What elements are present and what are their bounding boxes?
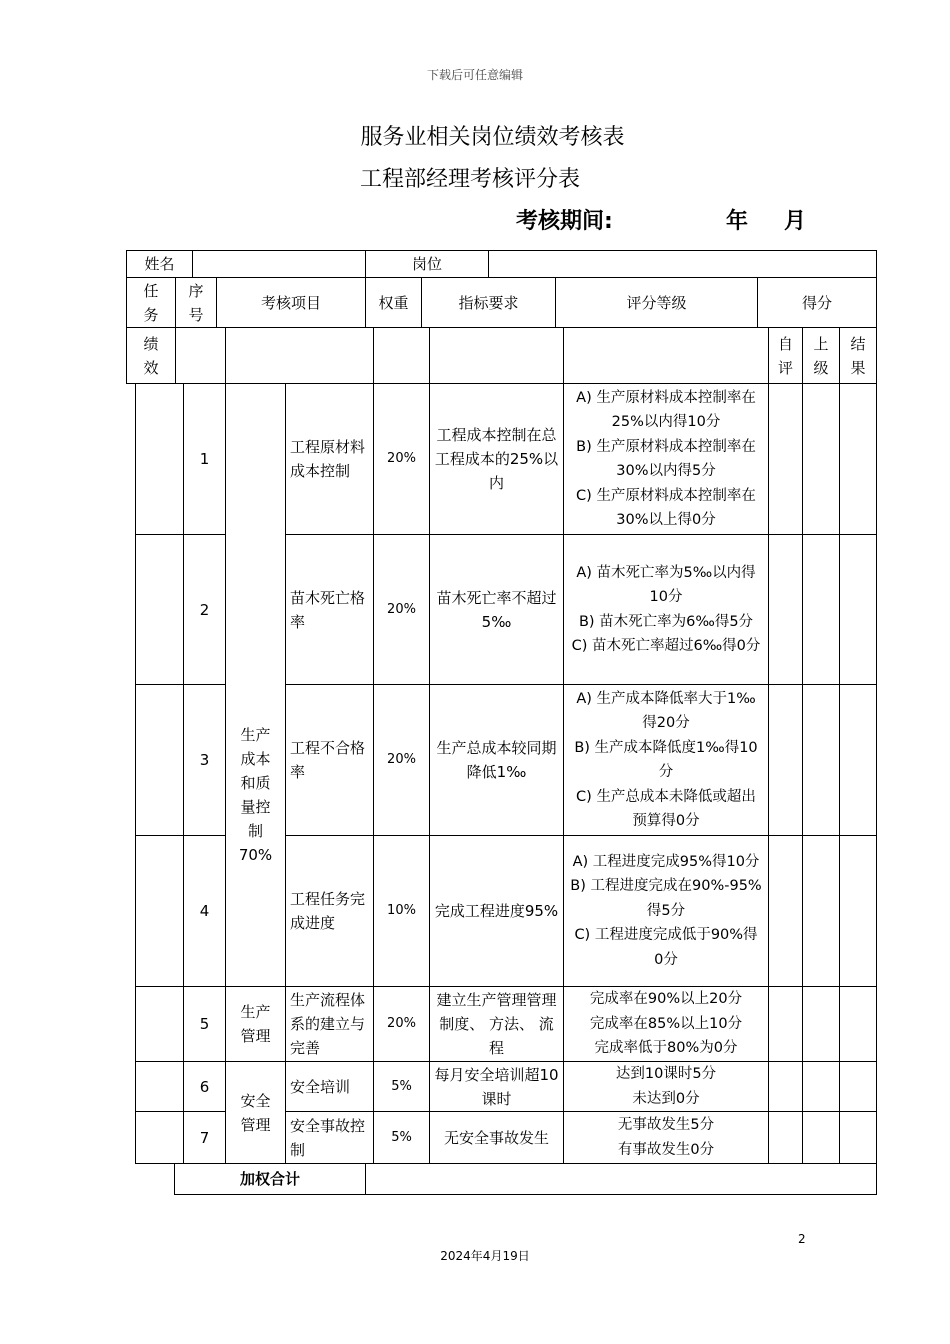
col-weight: 权重	[365, 277, 422, 328]
row-2-grade	[563, 534, 769, 685]
row-7-grade	[563, 1111, 769, 1164]
subhdr-item	[225, 327, 374, 384]
row-3-no: 3	[183, 684, 226, 836]
grade-line: 完成率在90%以上20分	[589, 991, 743, 1008]
row-1-indicator: 工程成本控制在总工程成本的25%以内	[429, 383, 564, 535]
grade-line: C) 生产原材料成本控制率在30%以上得0分	[576, 487, 756, 528]
row-4-result[interactable]	[839, 835, 877, 987]
row-3-grade	[563, 684, 769, 836]
row-2-item: 苗木死亡格率	[285, 534, 374, 685]
grade-line: B) 生产原材料成本控制率在30%以内得5分	[576, 438, 756, 479]
grade-line: C) 工程进度完成低于90%得0分	[574, 927, 758, 968]
row-3-weight: 20%	[373, 684, 430, 836]
row-4-self[interactable]	[768, 835, 803, 987]
row-1-result[interactable]	[839, 383, 877, 535]
grade-line: 完成率在85%以上10分	[589, 1015, 743, 1032]
col-result: 结果	[839, 327, 877, 384]
row-5-result[interactable]	[839, 986, 877, 1062]
row-7-self[interactable]	[768, 1111, 803, 1164]
row-1-weight: 20%	[373, 383, 430, 535]
grade-line: 未达到0分	[632, 1090, 700, 1107]
row-5-weight: 20%	[373, 986, 430, 1062]
row-3-superior[interactable]	[802, 684, 840, 836]
row-2-superior[interactable]	[802, 534, 840, 685]
row-4-weight: 10%	[373, 835, 430, 987]
row-4-superior[interactable]	[802, 835, 840, 987]
col-superior: 上级	[802, 327, 840, 384]
header-note: 下载后可任意编辑	[426, 68, 523, 82]
page-subtitle: 工程部经理考核评分表	[360, 167, 581, 192]
row-5-superior[interactable]	[802, 986, 840, 1062]
row-6-weight: 5%	[373, 1061, 430, 1112]
group-production-management: 生产管理	[225, 986, 286, 1062]
row-7-item: 安全事故控制	[285, 1111, 374, 1164]
grade-line: B) 工程进度完成在90%-95%得5分	[570, 878, 762, 919]
period-month: 月	[784, 209, 807, 234]
grade-line: C) 苗木死亡率超过6‰得0分	[571, 638, 761, 654]
total-value[interactable]	[365, 1163, 877, 1195]
row-4-grade	[563, 835, 769, 987]
row-2-weight: 20%	[373, 534, 430, 685]
row-2-blank	[135, 534, 184, 685]
row-1-self[interactable]	[768, 383, 803, 535]
grade-line: A) 苗木死亡率为5‰以内得10分	[576, 564, 756, 605]
row-1-grade	[563, 383, 769, 535]
col-score: 得分	[757, 277, 877, 328]
row-5-grade	[563, 986, 769, 1062]
row-1-item: 工程原材料成本控制	[285, 383, 374, 535]
group-safety-management: 安全管理	[225, 1061, 286, 1164]
grade-line: B) 苗木死亡率为6‰得5分	[578, 613, 754, 630]
perf-label: 绩效	[126, 327, 176, 384]
grade-line: C) 生产总成本未降低或超出预算得0分	[576, 788, 756, 829]
row-4-no: 4	[183, 835, 226, 987]
row-5-self[interactable]	[768, 986, 803, 1062]
row-7-result[interactable]	[839, 1111, 877, 1164]
row-5-no: 5	[183, 986, 226, 1062]
subhdr-weight	[373, 327, 430, 384]
row-6-blank	[135, 1061, 184, 1112]
col-no: 序号	[175, 277, 217, 328]
row-4-item: 工程任务完成进度	[285, 835, 374, 987]
col-grade: 评分等级	[555, 277, 758, 328]
grade-line: 完成率低于80%为0分	[594, 1040, 738, 1057]
row-7-indicator: 无安全事故发生	[429, 1111, 564, 1164]
row-4-indicator: 完成工程进度95%	[429, 835, 564, 987]
col-self: 自评	[768, 327, 803, 384]
subhdr-grade	[563, 327, 769, 384]
row-3-result[interactable]	[839, 684, 877, 836]
row-6-no: 6	[183, 1061, 226, 1112]
grade-line: A) 生产成本降低率大于1‰得20分	[576, 690, 756, 731]
page-number: 2	[798, 1232, 806, 1246]
row-6-grade	[563, 1061, 769, 1112]
post-label: 岗位	[365, 250, 489, 278]
post-field[interactable]	[488, 250, 877, 278]
row-3-blank	[135, 684, 184, 836]
footer-date: 2024年4月19日	[440, 1249, 530, 1263]
total-label: 加权合计	[174, 1163, 366, 1195]
grade-line: A) 工程进度完成95%得10分	[572, 853, 760, 870]
row-5-item: 生产流程体系的建立与完善	[285, 986, 374, 1062]
row-3-item: 工程不合格率	[285, 684, 374, 836]
row-5-indicator: 建立生产管理管理制度、 方法、 流程	[429, 986, 564, 1062]
subhdr-indicator	[429, 327, 564, 384]
grade-line: 达到10课时5分	[615, 1066, 717, 1082]
row-4-blank	[135, 835, 184, 987]
row-6-item: 安全培训	[285, 1061, 374, 1112]
name-label: 姓名	[126, 250, 193, 278]
row-6-self[interactable]	[768, 1061, 803, 1112]
subhdr-no	[175, 327, 226, 384]
grade-line: A) 生产原材料成本控制率在25%以内得10分	[576, 389, 756, 430]
row-6-superior[interactable]	[802, 1061, 840, 1112]
row-5-blank	[135, 986, 184, 1062]
name-field[interactable]	[192, 250, 366, 278]
row-2-indicator: 苗木死亡率不超过5‰	[429, 534, 564, 685]
row-6-indicator: 每月安全培训超10课时	[429, 1061, 564, 1112]
row-7-blank	[135, 1111, 184, 1164]
row-3-self[interactable]	[768, 684, 803, 836]
col-indicator: 指标要求	[421, 277, 556, 328]
row-6-result[interactable]	[839, 1061, 877, 1112]
grade-line: 有事故发生0分	[617, 1141, 715, 1158]
row-3-indicator: 生产总成本较同期降低1‰	[429, 684, 564, 836]
row-1-no: 1	[183, 383, 226, 535]
row-2-no: 2	[183, 534, 226, 685]
group-production-quality: 生产成本和质量控制70%	[225, 383, 286, 987]
row-1-blank	[135, 383, 184, 535]
grade-line: 无事故发生5分	[617, 1117, 715, 1133]
page-title: 服务业相关岗位绩效考核表	[360, 125, 625, 150]
period-year: 年	[726, 209, 749, 234]
row-7-no: 7	[183, 1111, 226, 1164]
row-2-self[interactable]	[768, 534, 803, 685]
row-7-weight: 5%	[373, 1111, 430, 1164]
col-item: 考核项目	[216, 277, 366, 328]
row-2-result[interactable]	[839, 534, 877, 685]
period-label: 考核期间:	[516, 209, 613, 234]
col-task: 任务	[126, 277, 176, 328]
row-1-superior[interactable]	[802, 383, 840, 535]
row-7-superior[interactable]	[802, 1111, 840, 1164]
grade-line: B) 生产成本降低度1‰得10分	[574, 739, 758, 780]
